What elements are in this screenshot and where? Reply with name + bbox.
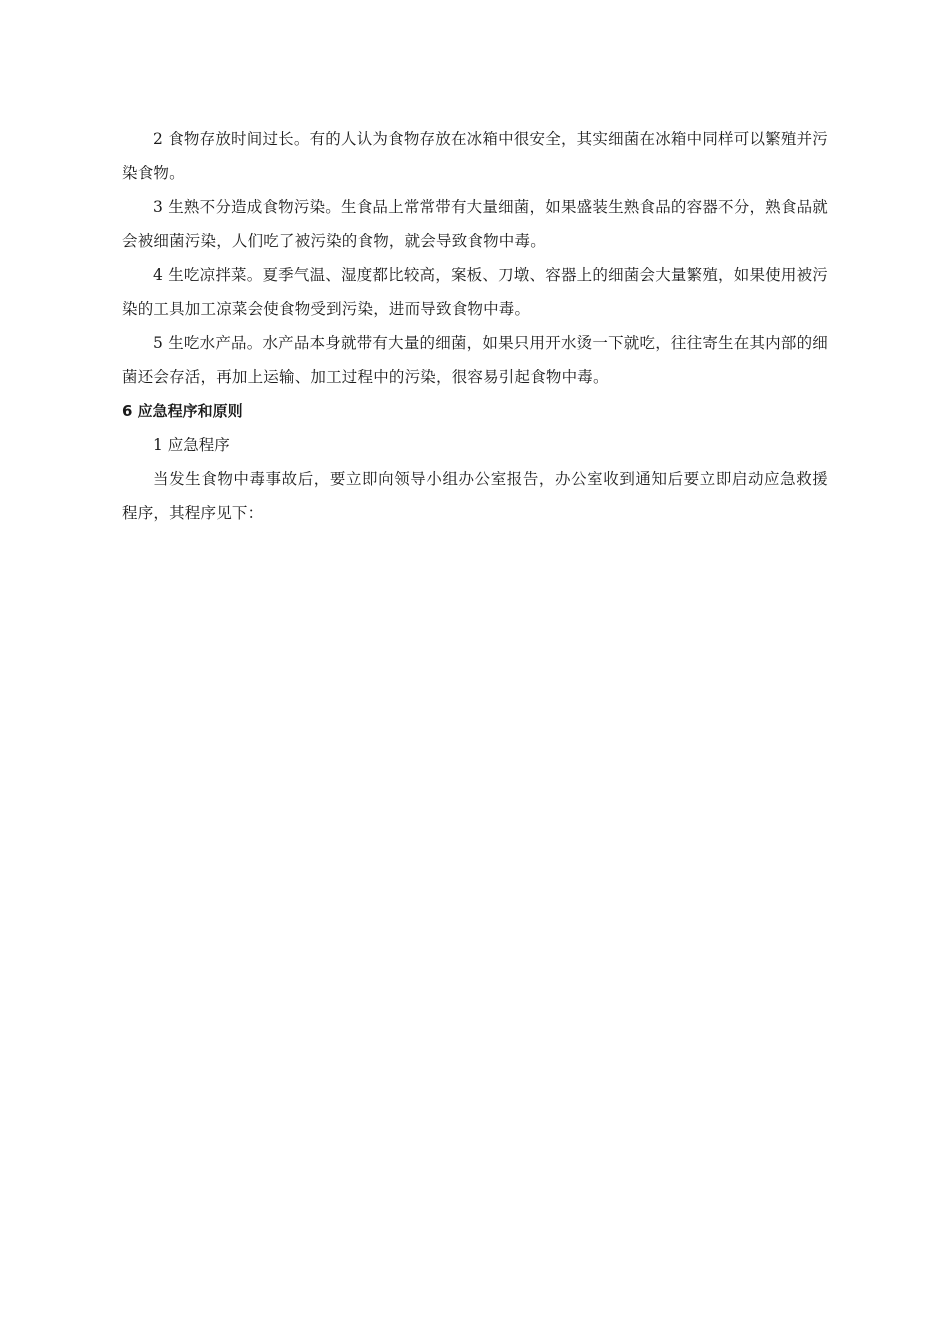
paragraph-cold-dishes: 4 生吃凉拌菜。夏季气温、湿度都比较高，案板、刀墩、容器上的细菌会大量繁殖，如果使用被污染的工具加工凉菜会使食物受到污染，进而导致食物中毒。 — [122, 266, 828, 318]
paragraph-emergency-procedure: 当发生食物中毒事故后，要立即向领导小组办公室报告，办公室收到通知后要立即启动应急救援程序，其程序见下： — [122, 470, 828, 522]
paragraph-raw-cooked: 3 生熟不分造成食物污染。生食品上常常带有大量细菌，如果盛装生熟食品的容器不分，熟食品就会被细菌污染，人们吃了被污染的食物，就会导致食物中毒。 — [122, 198, 828, 250]
subsection-heading: 1 应急程序 — [153, 436, 230, 454]
paragraph-storage-time: 2 食物存放时间过长。有的人认为食物存放在冰箱中很安全，其实细菌在冰箱中同样可以繁殖并污染食物。 — [122, 130, 828, 182]
section-heading: 6 应急程序和原则 — [122, 402, 243, 420]
paragraph-aquatic-products: 5 生吃水产品。水产品本身就带有大量的细菌，如果只用开水烫一下就吃，往往寄生在其内部的细菌还会存活，再加上运输、加工过程中的污染，很容易引起食物中毒。 — [122, 334, 828, 386]
document-body — [122, 122, 828, 530]
